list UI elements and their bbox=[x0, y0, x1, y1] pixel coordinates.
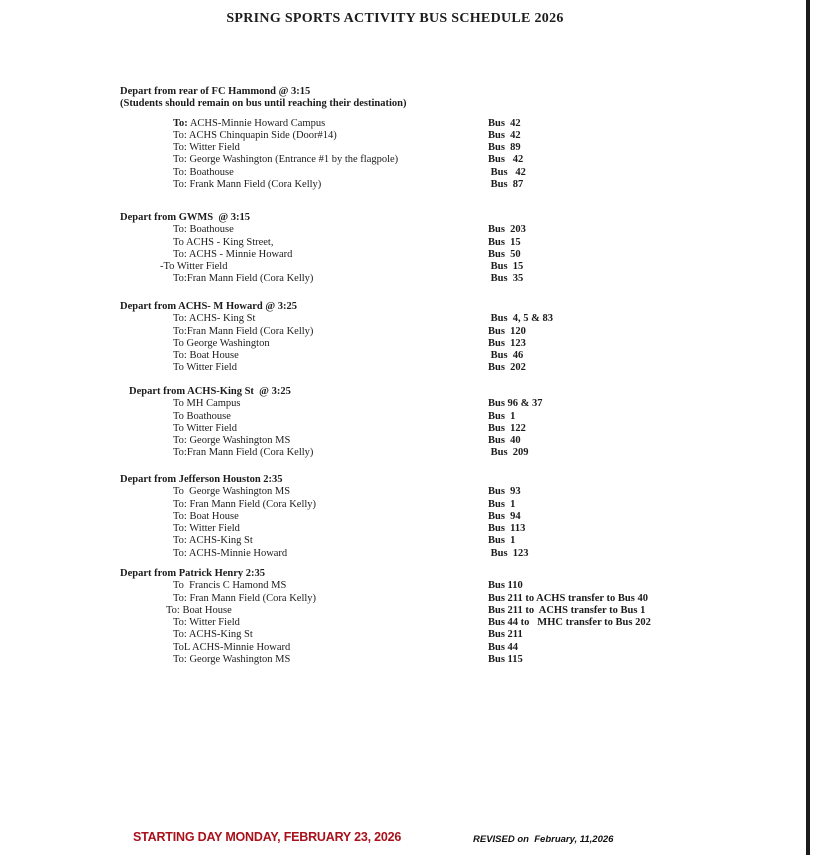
destination-label: To: Boat House bbox=[166, 604, 232, 616]
destination-label: To: Fran Mann Field (Cora Kelly) bbox=[173, 498, 317, 510]
schedule-row bbox=[120, 617, 780, 629]
destination-label: To: ACHS-Minnie Howard Campus bbox=[173, 117, 326, 129]
schedule-row bbox=[120, 249, 780, 261]
bus-number: Bus 15 bbox=[488, 236, 521, 248]
destination-label: To: ACHS - Minnie Howard bbox=[173, 248, 293, 260]
bus-number: Bus 50 bbox=[488, 248, 521, 260]
destination-label: To: ACHS Chinquapin Side (Door#14) bbox=[173, 129, 337, 141]
schedule-section bbox=[120, 474, 780, 560]
bus-number: Bus 203 bbox=[488, 224, 526, 236]
bus-number: Bus 96 & 37 bbox=[488, 398, 543, 410]
bus-number: Bus 42 bbox=[488, 154, 524, 166]
bus-number: Bus 1 bbox=[488, 410, 516, 422]
bus-number: Bus 211 to ACHS transfer to Bus 1 bbox=[488, 604, 646, 616]
bus-number: Bus 211 to ACHS transfer to Bus 40 bbox=[488, 592, 648, 604]
destination-label: ToL ACHS-Minnie Howard bbox=[173, 641, 291, 653]
destination-label: To: Witter Field bbox=[173, 142, 240, 154]
starting-day-note: STARTING DAY MONDAY, FEBRUARY 23, 2026 bbox=[133, 830, 402, 844]
schedule-row bbox=[120, 605, 780, 617]
bus-number: Bus 89 bbox=[488, 142, 521, 154]
destination-label: To Witter Field bbox=[173, 422, 237, 434]
bus-number: Bus 115 bbox=[488, 654, 523, 666]
revised-date-note: REVISED on February, 11,2026 bbox=[473, 834, 614, 845]
section-header: Depart from ACHS- M Howard @ 3:25 bbox=[120, 301, 297, 312]
destination-label: To Francis C Hamond MS bbox=[173, 580, 287, 592]
destination-label: To: George Washington MS bbox=[173, 654, 291, 666]
schedule-section bbox=[120, 86, 780, 191]
destination-label: To: ACHS-Minnie Howard bbox=[173, 547, 288, 559]
section-rows bbox=[120, 580, 780, 666]
scanned-page-edge bbox=[806, 0, 810, 855]
destination-label: To: Frank Mann Field (Cora Kelly) bbox=[173, 179, 322, 191]
destination-label: To: Boathouse bbox=[173, 166, 234, 178]
destination-label: To ACHS - King Street, bbox=[173, 236, 274, 248]
destination-label: To Boathouse bbox=[173, 410, 231, 422]
schedule-row bbox=[120, 593, 780, 605]
destination-label: To: ACHS-King St bbox=[173, 629, 253, 641]
bus-number: Bus 44 to MHC transfer to Bus 202 bbox=[488, 617, 651, 629]
schedule-row bbox=[120, 423, 780, 435]
bus-number: Bus 35 bbox=[488, 273, 524, 285]
schedule-row bbox=[120, 486, 780, 498]
destination-label: To:Fran Mann Field (Cora Kelly) bbox=[173, 325, 314, 337]
section-header: Depart from rear of FC Hammond @ 3:15 bbox=[120, 86, 311, 97]
schedule-row bbox=[120, 535, 780, 547]
schedule-row bbox=[120, 261, 780, 273]
destination-label: To: Fran Mann Field (Cora Kelly) bbox=[173, 592, 317, 604]
bus-number: Bus 42 bbox=[488, 117, 521, 129]
destination-label: -To Witter Field bbox=[160, 261, 228, 273]
schedule-row bbox=[120, 499, 780, 511]
schedule-row bbox=[120, 629, 780, 641]
bus-number: Bus 211 bbox=[488, 629, 523, 641]
schedule-section bbox=[120, 386, 780, 460]
section-header: Depart from GWMS @ 3:15 bbox=[120, 212, 251, 223]
schedule-row bbox=[120, 642, 780, 654]
schedule-row bbox=[120, 273, 780, 285]
section-rows bbox=[120, 313, 780, 374]
bus-number: Bus 42 bbox=[488, 166, 526, 178]
bus-number: Bus 120 bbox=[488, 325, 526, 337]
bus-number: Bus 40 bbox=[488, 435, 521, 447]
schedule-row bbox=[120, 338, 780, 350]
section-rows bbox=[120, 486, 780, 560]
schedule-row bbox=[120, 411, 780, 423]
schedule-row bbox=[120, 313, 780, 325]
schedule-row bbox=[120, 511, 780, 523]
schedule-row bbox=[120, 548, 780, 560]
bus-number: Bus 87 bbox=[488, 179, 524, 191]
bus-number: Bus 93 bbox=[488, 486, 521, 498]
bus-number: Bus 122 bbox=[488, 422, 526, 434]
bus-number: Bus 113 bbox=[488, 523, 526, 535]
schedule-row bbox=[120, 350, 780, 362]
schedule-row bbox=[120, 362, 780, 374]
section-header: Depart from Patrick Henry 2:35 bbox=[120, 568, 266, 579]
schedule-row bbox=[120, 398, 780, 410]
bus-number: Bus 4, 5 & 83 bbox=[488, 313, 554, 325]
destination-label: To: ACHS-King St bbox=[173, 535, 253, 547]
destination-label: To Witter Field bbox=[173, 362, 237, 374]
bus-number: Bus 202 bbox=[488, 362, 526, 374]
destination-label: To George Washington bbox=[173, 337, 270, 349]
schedule-row bbox=[120, 580, 780, 592]
section-rows bbox=[120, 398, 780, 459]
section-subheader: (Students should remain on bus until reaching their destination) bbox=[120, 98, 407, 110]
destination-label: To: George Washington MS bbox=[173, 435, 291, 447]
bus-number: Bus 1 bbox=[488, 498, 516, 510]
schedule-section bbox=[120, 568, 780, 666]
section-rows bbox=[120, 224, 780, 285]
bus-number: Bus 209 bbox=[488, 447, 529, 459]
bus-number: Bus 110 bbox=[488, 580, 523, 592]
page-title: SPRING SPORTS ACTIVITY BUS SCHEDULE 2026 bbox=[226, 11, 564, 26]
schedule-row bbox=[120, 130, 780, 142]
destination-label: To: George Washington (Entrance #1 by the flagpole) bbox=[173, 154, 399, 166]
bus-number: Bus 94 bbox=[488, 510, 521, 522]
destination-label: To:Fran Mann Field (Cora Kelly) bbox=[173, 447, 314, 459]
bus-number: Bus 123 bbox=[488, 547, 529, 559]
schedule-row bbox=[120, 435, 780, 447]
section-rows bbox=[120, 118, 780, 192]
schedule-row bbox=[120, 237, 780, 249]
schedule-row bbox=[120, 326, 780, 338]
schedule-row bbox=[120, 224, 780, 236]
bus-number: Bus 46 bbox=[488, 350, 524, 362]
destination-label: To MH Campus bbox=[173, 398, 241, 410]
destination-label: To George Washington MS bbox=[173, 486, 291, 498]
bus-number: Bus 44 bbox=[488, 641, 519, 653]
schedule-row bbox=[120, 167, 780, 179]
schedule-row bbox=[120, 179, 780, 191]
bus-number: Bus 15 bbox=[488, 261, 524, 273]
destination-label: To: Witter Field bbox=[173, 617, 240, 629]
destination-label: To: Boathouse bbox=[173, 224, 234, 236]
schedule-section bbox=[120, 301, 780, 375]
destination-label: To: ACHS- King St bbox=[173, 313, 256, 325]
section-header: Depart from Jefferson Houston 2:35 bbox=[120, 474, 283, 485]
destination-label: To: Boat House bbox=[173, 510, 239, 522]
schedule-row bbox=[120, 142, 780, 154]
schedule-row bbox=[120, 447, 780, 459]
bus-number: Bus 42 bbox=[488, 129, 521, 141]
bus-number: Bus 123 bbox=[488, 337, 526, 349]
section-header: Depart from ACHS-King St @ 3:25 bbox=[129, 386, 291, 397]
bus-number: Bus 1 bbox=[488, 535, 516, 547]
destination-label: To: Witter Field bbox=[173, 523, 240, 535]
destination-label: To: Boat House bbox=[173, 350, 239, 362]
destination-label: To:Fran Mann Field (Cora Kelly) bbox=[173, 273, 314, 285]
schedule-row bbox=[120, 154, 780, 166]
schedule-section bbox=[120, 212, 780, 286]
schedule-row bbox=[120, 118, 780, 130]
schedule-row bbox=[120, 654, 780, 666]
schedule-row bbox=[120, 523, 780, 535]
